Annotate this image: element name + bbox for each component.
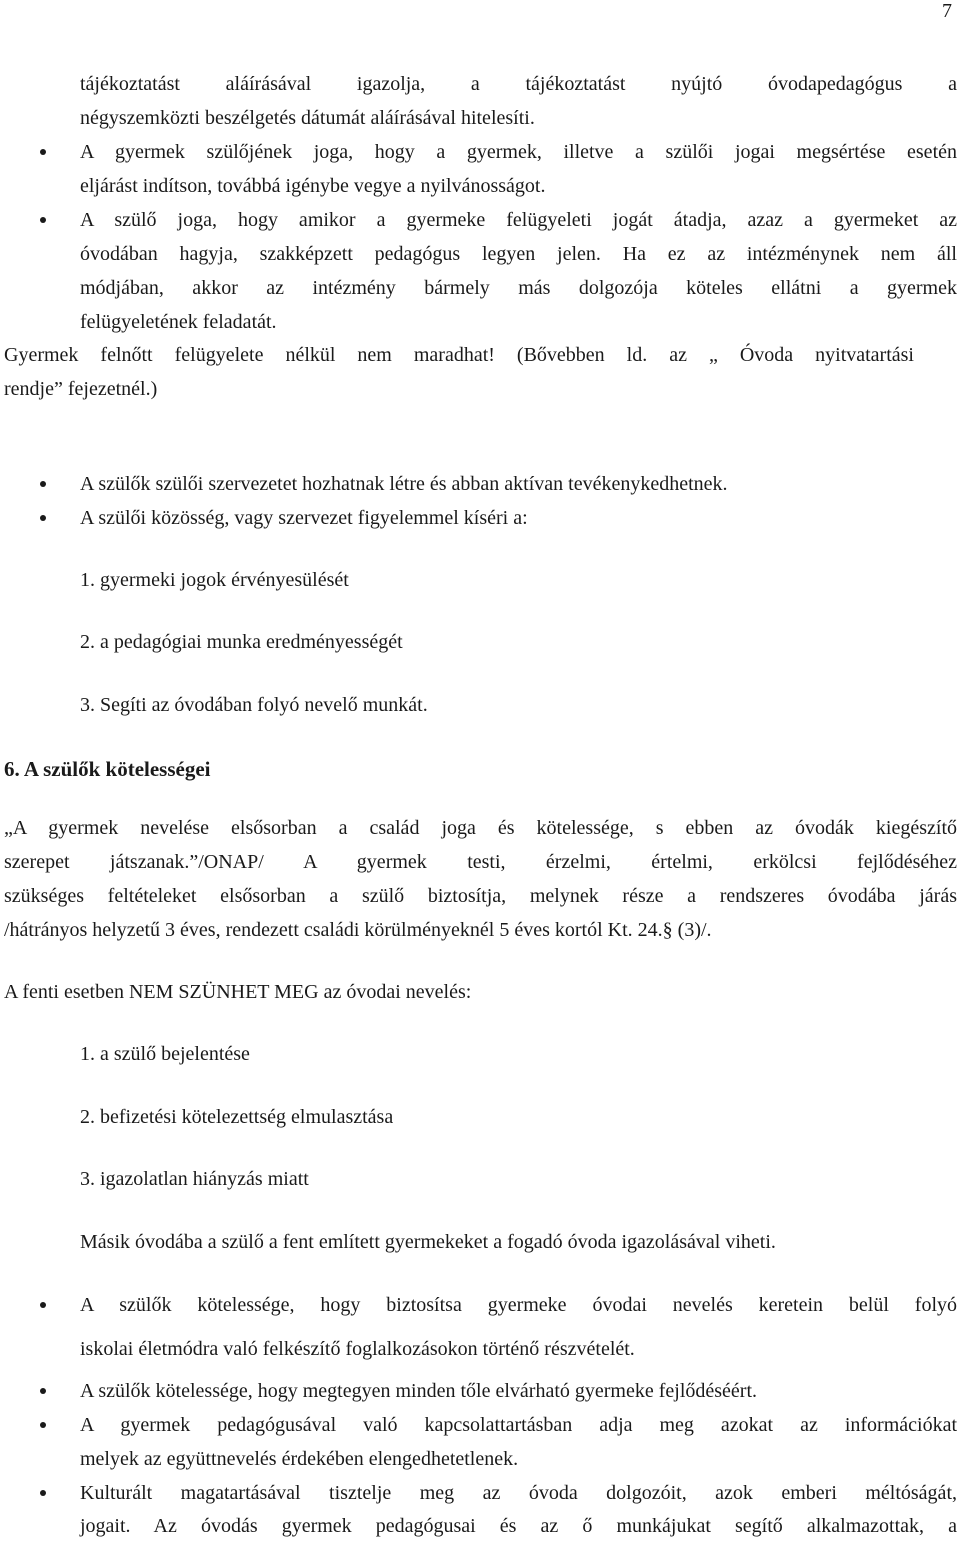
bullet-icon xyxy=(40,515,46,521)
text-line: A gyermek pedagógusával való kapcsolattartásban adja meg azokat az információkat xyxy=(80,1414,957,1436)
list-item: 2. a pedagógiai munka eredményességét xyxy=(80,631,403,653)
section-heading: 6. A szülők kötelességei xyxy=(4,757,211,781)
bullet-icon xyxy=(40,1422,46,1428)
text-line: Kulturált magatartásával tisztelje meg az óvoda dolgozóit, azok emberi méltóságát, xyxy=(80,1482,957,1504)
bullet-icon xyxy=(40,1490,46,1496)
text-line: Másik óvodába a szülő a fent említett gyermekeket a fogadó óvoda igazolásával viheti. xyxy=(80,1231,776,1253)
text-line: A fenti esetben NEM SZÜNHET MEG az óvodai nevelés: xyxy=(4,981,472,1003)
page-number: 7 xyxy=(942,0,952,22)
text-line: szerepet játszanak.”/ONAP/ A gyermek testi, érzelmi, értelmi, erkölcsi fejlődéséhez xyxy=(4,851,957,873)
text-line: A szülők szülői szervezetet hozhatnak létre és abban aktívan tevékenykedhetnek. xyxy=(80,473,728,495)
text-line: Gyermek felnőtt felügyelete nélkül nem maradhat! (Bővebben ld. az „ Óvoda nyitvatartási xyxy=(4,344,914,366)
text-line: eljárást indítson, továbbá igénybe vegye a nyilvánosságot. xyxy=(80,175,546,197)
list-item: 1. a szülő bejelentése xyxy=(80,1043,250,1065)
text-line: jogait. Az óvodás gyermek pedagógusai és az ő munkájukat segítő alkalmazottak, a xyxy=(80,1515,957,1537)
text-line: rendje” fejezetnél.) xyxy=(4,378,158,400)
text-line: A szülők kötelessége, hogy biztosítsa gyermeke óvodai nevelés keretein belül folyó xyxy=(80,1294,957,1316)
list-item: 2. befizetési kötelezettség elmulasztása xyxy=(80,1106,394,1128)
list-item: 3. Segíti az óvodában folyó nevelő munkát. xyxy=(80,694,428,716)
text-line: /hátrányos helyzetű 3 éves, rendezett családi körülményeknél 5 éves kortól Kt. 24.§ (3)/. xyxy=(4,919,712,941)
text-line: szükséges feltételeket elsősorban a szülő biztosítja, melynek része a rendszeres óvodába járás xyxy=(4,885,957,907)
list-item: 1. gyermeki jogok érvényesülését xyxy=(80,569,349,591)
text-line: „A gyermek nevelése elsősorban a család joga és kötelessége, s ebben az óvodák kiegészítő xyxy=(4,817,957,839)
text-line: módjában, akkor az intézmény bármely más dolgozója köteles ellátni a gyermek xyxy=(80,277,957,299)
bullet-icon xyxy=(40,1388,46,1394)
text-line: A szülői közösség, vagy szervezet figyelemmel kíséri a: xyxy=(80,507,528,529)
bullet-icon xyxy=(40,1302,46,1308)
text-line: tájékoztatást aláírásával igazolja, a tájékoztatást nyújtó óvodapedagógus a xyxy=(80,73,957,95)
text-line: A szülő joga, hogy amikor a gyermeke felügyeleti jogát átadja, azaz a gyermeket az xyxy=(80,209,957,231)
text-line: felügyeletének feladatát. xyxy=(80,311,277,333)
text-line: A gyermek szülőjének joga, hogy a gyermek, illetve a szülői jogai megsértése esetén xyxy=(80,141,957,163)
text-line: melyek az együttnevelés érdekében elengedhetetlenek. xyxy=(80,1448,519,1470)
text-line: óvodában hagyja, szakképzett pedagógus legyen jelen. Ha ez az intézménynek nem áll xyxy=(80,243,957,265)
text-line: iskolai életmódra való felkészítő foglalkozásokon történő részvételét. xyxy=(80,1338,635,1360)
bullet-icon xyxy=(40,217,46,223)
text-line: A szülők kötelessége, hogy megtegyen minden tőle elvárható gyermeke fejlődéséért. xyxy=(80,1380,758,1402)
bullet-icon xyxy=(40,149,46,155)
bullet-icon xyxy=(40,481,46,487)
list-item: 3. igazolatlan hiányzás miatt xyxy=(80,1168,309,1190)
text-line: négyszemközti beszélgetés dátumát aláírásával hitelesíti. xyxy=(80,107,535,129)
